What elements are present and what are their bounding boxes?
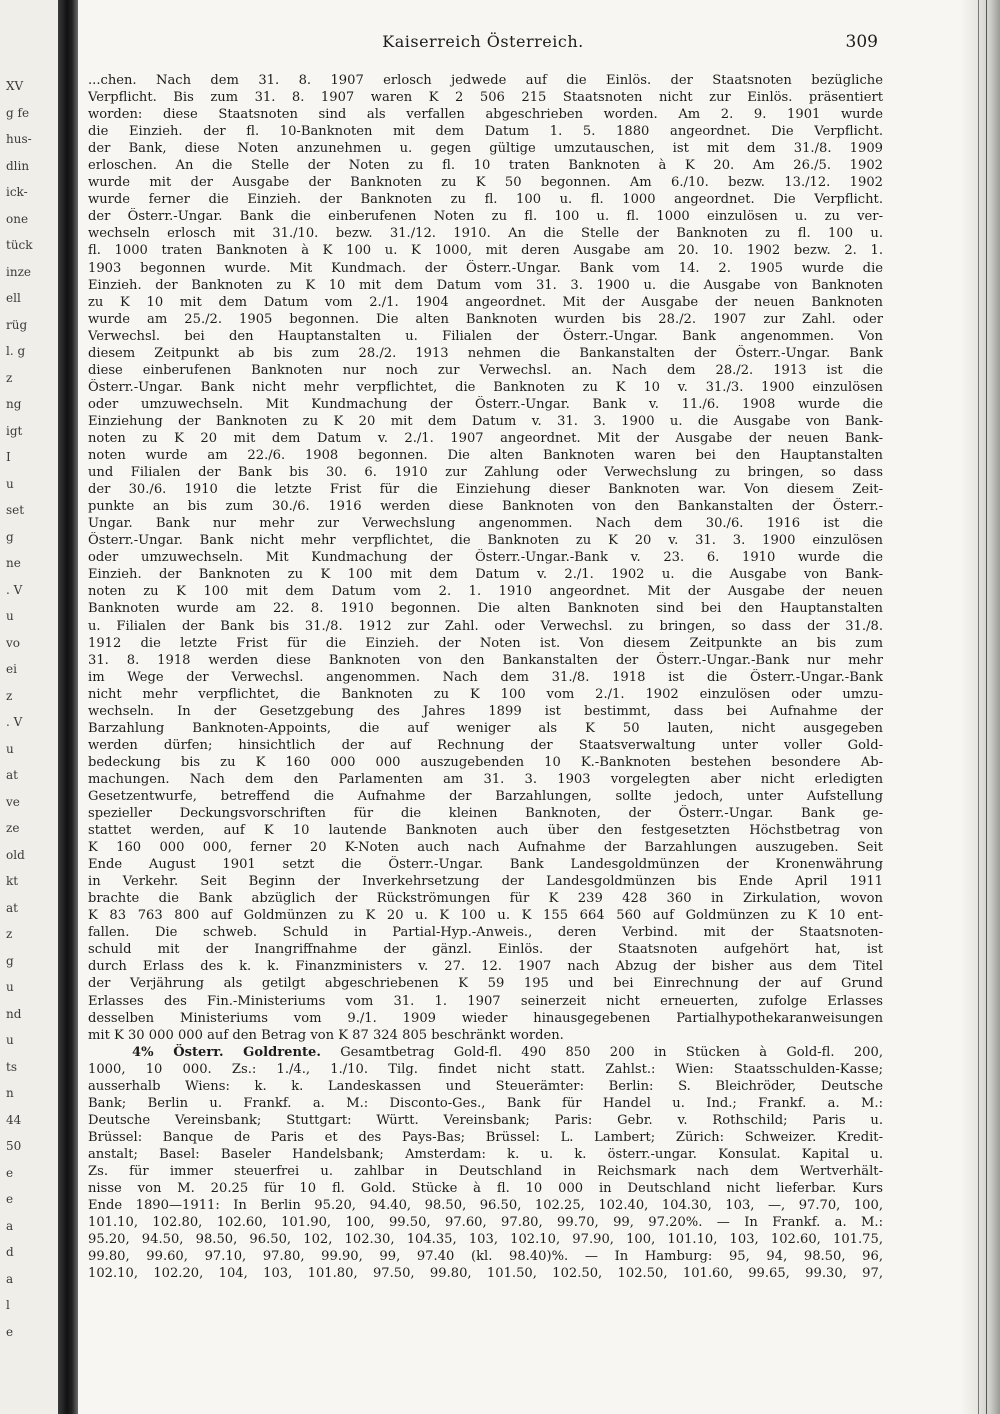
left-page-fragment: z: [6, 370, 13, 385]
text-line: machungen. Nach dem den Parlamenten am 31. 3. 1903 vorgelegten aber nicht erledigten: [88, 771, 883, 787]
text-line: Einzieh. der Banknoten zu K 100 mit dem Datum v. 2./1. 1902 u. die Ausgabe von Bank-: [88, 567, 883, 583]
left-page-fragment: e: [6, 1165, 14, 1180]
text-line: oder umzuwechseln. Mit Kundmachung der Österr.-Ungar. Bank v. 11./6. 1908 wurde die: [88, 396, 883, 412]
text-line: desselben Ministeriums vom 9./1. 1909 wieder hinausgegebenen Partialhypothekaranweisungen: [88, 1010, 883, 1026]
text-line: fallen. Die schweb. Schuld in Partial-Hyp.-Anweis., deren Verbind. mit der Staatsnoten-: [88, 925, 883, 941]
left-page-fragment: inze: [6, 264, 31, 279]
text-line: K 160 000 000, ferner 20 K-Noten auch nach Aufnahme der Barzahlungen auszugeben. Seit: [88, 840, 883, 856]
left-page-fragment: tück: [6, 238, 33, 252]
left-page-fragment: set: [6, 503, 25, 517]
text-line: noten zu K 20 mit dem Datum v. 2./1. 1907 angeordnet. Mit der Ausgabe der neuen Bank-: [88, 430, 883, 446]
left-page-fragment: dlin: [6, 158, 30, 173]
text-line: nisse von M. 20.25 für 10 fl. Gold. Stücke à fl. 10 000 in Deutschland nicht lieferbar. Kurs: [88, 1181, 883, 1197]
text-line: zu K 10 mit dem Datum vom 2./1. 1904 angeordnet. Mit der Ausgabe der neuen Banknoten: [88, 294, 883, 310]
left-page-fragment: . V: [6, 715, 23, 729]
left-page-fragment: a: [6, 1271, 14, 1286]
goldrente-first-line: [88, 1044, 883, 1061]
text-line: worden: diese Staatsnoten sind als verfallen abgeschrieben worden. Am 2. 9. 1901 wurde: [88, 107, 883, 123]
left-page-fragment: nd: [6, 1006, 22, 1021]
text-line: Deutsche Vereinsbank; Stuttgart: Württ. Vereinsbank; Paris: Gebr. v. Rothschild; Paris u.: [88, 1112, 883, 1128]
text-line: Ungar. Bank nur mehr zur Verwechslung angenommen. Nach dem 30./6. 1916 ist die: [88, 516, 883, 532]
text-line: schuld mit der Inangriffnahme der gänzl. Einlös. der Staatsnoten aufgehört hat, ist: [88, 942, 883, 958]
left-page-fragment: XV: [6, 79, 24, 93]
text-line: wechseln. In der Gesetzgebung des Jahres 1899 ist bestimmt, dass bei Aufnahme der: [88, 703, 883, 719]
left-page-fragment: ei: [6, 662, 17, 676]
text-line: Ende August 1901 setzt die Österr.-Ungar. Bank Landesgoldmünzen der Kronenwährung: [88, 857, 883, 873]
left-page-fragment: u: [6, 609, 14, 623]
text-line: fl. 1000 traten Banknoten à K 100 u. K 1000, mit deren Ausgabe am 20. 10. 1902 bezw. 2. 1.: [88, 243, 883, 259]
text-line: und Filialen der Bank bis 30. 6. 1910 zur Zahlung oder Verwechslung zu bringen, so dass: [88, 465, 883, 481]
left-page-fragment: z: [6, 688, 13, 703]
text-line: Ende 1890—1911: In Berlin 95.20, 94.40, 98.50, 96.50, 102.25, 102.40, 104.30, 103, —, 97.70, 100,: [88, 1198, 883, 1214]
left-page-fragment: z: [6, 927, 13, 941]
left-page-fragment: d: [6, 1245, 14, 1259]
text-line: Einzieh. der Banknoten zu K 10 mit dem Datum vom 31. 3. 1900 u. die Ausgabe von Banknoten: [88, 277, 883, 293]
page-header: [88, 32, 878, 56]
text-line: bedeckung bis zu K 160 000 000 auszugebenden 10 K.-Banknoten bestehen besondere Ab-: [88, 754, 883, 770]
text-line: diese einberufenen Banknoten nur noch zur Verwechsl. an. Nach dem 28./2. 1913 ist die: [88, 362, 883, 378]
text-line: ausserhalb Wiens: k. k. Landeskassen und Steuerämter: Berlin: S. Bleichröder, Deutsche: [88, 1078, 883, 1094]
left-page-fragment: l. g: [6, 344, 26, 358]
text-line: Einziehung der Banknoten zu K 20 mit dem Datum v. 31. 3. 1900 u. die Ausgabe von Bank-: [88, 413, 883, 429]
text-line: die Einzieh. der fl. 10-Banknoten mit dem Datum 1. 5. 1880 angeordnet. Die Verpflicht.: [88, 124, 883, 140]
text-line: werden dürfen; hinsichtlich der auf Rechnung der Staatsverwaltung unter voller Gold-: [88, 737, 883, 753]
text-line: noten wurde am 22./6. 1908 begonnen. Die alten Banknoten waren bei den Hauptanstalten: [88, 448, 883, 464]
text-line: wurde ferner die Einzieh. der Banknoten zu fl. 100 u. fl. 1000 angeordnet. Die Verpflicht.: [88, 192, 883, 208]
left-page-fragment: 50: [6, 1139, 22, 1153]
left-page-fragment: ve: [6, 794, 20, 809]
left-page-fragment: u: [6, 980, 14, 994]
text-line: Erlasses des Fin.-Ministeriums vom 31. 1. 1907 seinerzeit nicht erneuerten, zufolge Erlasses: [88, 993, 883, 1009]
text-line: anstalt; Basel: Baseler Handelsbank; Amsterdam: k. u. k. österr.-ungar. Konsulat. Kapital u.: [88, 1146, 883, 1162]
text-line: der Bank, diese Noten anzunehmen u. gegen gültige umzutauschen, ist mit dem 31./8. 1909: [88, 141, 883, 157]
text-line: diesem Zeitpunkt ab bis zum 28./2. 1913 nehmen die Bankanstalten der Österr.-Ungar. Bank: [88, 345, 883, 361]
text-line: Zs. für immer steuerfrei u. zahlbar in Deutschland in Reichsmark nach dem Wertverhält-: [88, 1164, 883, 1179]
left-page-fragment: hus-: [6, 132, 32, 146]
left-page-fragment: a: [6, 1218, 14, 1233]
text-line: 1000, 10 000. Zs.: 1./4., 1./10. Tilg. findet nicht statt. Zahlst.: Wien: Staatsschulden-Kasse;: [88, 1061, 883, 1077]
text-line: der Verjährung als getilgt abgeschriebenen K 59 195 und bei Einrechnung der auf Grund: [88, 976, 883, 992]
text-line: 102.10, 102.20, 104, 103, 101.80, 97.50, 99.80, 101.50, 102.50, 102.50, 101.60, 99.65, 99.30, 97,: [88, 1266, 883, 1282]
left-page-fragment: 44: [6, 1112, 22, 1127]
left-page-fragment: at: [6, 768, 18, 782]
book-gutter: [58, 0, 78, 1414]
left-page-fragment: u: [6, 476, 14, 491]
text-line: spezieller Deckungsvorschriften für die kleinen Banknoten, der Österr.-Ungar. Bank ge-: [88, 806, 883, 822]
text-line: 1903 begonnen wurde. Mit Kundmach. der Österr.-Ungar. Bank vom 14. 2. 1905 wurde die: [88, 260, 883, 276]
text-line: Banknoten wurde am 22. 8. 1910 begonnen. Die alten Banknoten sind bei den Hauptanstalten: [88, 601, 883, 617]
left-page-fragment: igt: [6, 423, 23, 438]
left-page-fragment: g: [6, 529, 14, 544]
left-page-fragment: ick-: [6, 185, 28, 199]
left-page-fragment: g fe: [6, 105, 30, 120]
page-number: 309: [845, 32, 878, 52]
left-page-fragment: I: [6, 450, 11, 464]
text-line: ...chen. Nach dem 31. 8. 1907 erlosch jedwede auf die Einlös. der Staatsnoten bezügliche: [88, 73, 883, 88]
text-line: 95.20, 94.50, 98.50, 96.50, 102, 102.30, 104.35, 103, 102.10, 97.90, 100, 101.10, 103, 102.60, 101.75,: [88, 1232, 883, 1248]
left-page-fragment: u: [6, 1033, 14, 1047]
left-page-fragment: u: [6, 741, 14, 756]
text-line: erloschen. An die Stelle der Noten zu fl. 10 traten Banknoten à K 20. Am 26./5. 1902: [88, 158, 883, 174]
left-page-fragment: one: [6, 211, 29, 226]
text-line: im Wege der Verwechsl. angenommen. Nach dem 31./8. 1918 ist die Österr.-Ungar.-Bank: [88, 669, 883, 685]
text-line: Bank; Berlin u. Frankf. a. M.: Disconto-Ges., Bank für Handel u. Ind.; Frankf. a. M.:: [88, 1095, 883, 1111]
text-line: nicht mehr verpflichtet, die Banknoten zu K 100 vom 2./1. 1902 einzulösen oder umzu-: [88, 686, 883, 702]
left-page-fragment: ts: [6, 1059, 17, 1074]
text-line: Barzahlung Banknoten-Appoints, die auf weniger als K 50 lauten, nicht ausgegeben: [88, 720, 883, 736]
right-page-edge: [960, 0, 1000, 1414]
left-page-fragment: kt: [6, 874, 19, 888]
text-line: wurde am 25./2. 1905 begonnen. Die alten Banknoten wurden bis 28./2. 1907 zur Zahl. oder: [88, 311, 883, 327]
left-page-fragment: e: [6, 1324, 14, 1339]
left-page-fragment: n: [6, 1086, 14, 1100]
text-line: der 30./6. 1910 die letzte Frist für die Einziehung dieser Banknoten war. Von diesem Zeit-: [88, 482, 883, 498]
left-page-fragment: old: [6, 847, 25, 862]
text-line: Verwechsl. bei den Hauptanstalten u. Filialen der Österr.-Ungar. Bank angenommen. Von: [88, 328, 883, 344]
left-page-edge: [0, 0, 58, 1414]
left-page-fragment: . V: [6, 582, 23, 597]
text-line: wechseln erlosch mit 31./10. bezw. 31./12. 1910. An die Stelle der Banknoten zu fl. 100 u.: [88, 226, 883, 242]
text-line: wurde mit der Ausgabe der Banknoten zu K 50 begonnen. Am 6./10. bezw. 13./12. 1902: [88, 175, 883, 191]
text-line: stattet werden, auf K 10 lautende Banknoten auch über den festgesetzten Höchstbetrag von: [88, 823, 883, 839]
text-line: oder umzuwechseln. Mit Kundmachung der Österr.-Ungar.-Bank v. 23. 6. 1910 wurde die: [88, 550, 883, 566]
text-line: mit K 30 000 000 auf den Betrag von K 87 324 805 beschränkt worden.: [88, 1027, 564, 1043]
text-line: u. Filialen der Bank bis 31./8. 1912 zur Zahl. oder Verwechsl. zu bringen, so dass der 31./8.: [88, 618, 883, 634]
left-page-fragment: ne: [6, 556, 21, 570]
left-page-fragment: vo: [6, 635, 21, 650]
left-page-fragment: ze: [6, 821, 20, 835]
left-page-fragment: l: [6, 1298, 10, 1312]
text-line: in Verkehr. Seit Beginn der Inverkehrsetzung der Landesgoldmünzen bis Ende April 1911: [88, 874, 883, 890]
left-page-fragment: rüg: [6, 317, 28, 332]
left-page-fragment: e: [6, 1192, 14, 1206]
page-body: [88, 72, 883, 1282]
text-line: durch Erlass des k. k. Finanzministers v. 27. 12. 1907 nach Abzug der bisher aus dem Titel: [88, 959, 883, 975]
text-line: 31. 8. 1918 werden diese Banknoten von den Bankanstalten der Österr.-Ungar.-Bank nur mehr: [88, 652, 883, 668]
text-line: K 83 763 800 auf Goldmünzen zu K 20 u. K 100 u. K 155 664 560 auf Goldmünzen zu K 10 ent-: [88, 908, 883, 924]
text-line: 1912 die letzte Frist für die Einzieh. der Noten ist. Von diesem Zeitpunkte an bis zum: [88, 635, 883, 651]
text-line: 101.10, 102.80, 102.60, 101.90, 100, 99.50, 97.60, 97.80, 99.70, 99, 97.20%. — In Frankf. a. M.:: [88, 1215, 883, 1231]
text-line: brachte die Bank abzüglich der Rückströmungen für K 239 428 360 in Zirkulation, wovon: [88, 891, 883, 907]
left-page-fragment: at: [6, 900, 18, 915]
left-page-fragment: ng: [6, 397, 22, 411]
text-line: der Österr.-Ungar. Bank die einberufenen Noten zu fl. 100 u. fl. 1000 einzulösen u. zu ver-: [88, 209, 883, 225]
goldrente-heading: 4% Österr. Goldrente.: [132, 1044, 321, 1060]
text-line: 99.80, 99.60, 97.10, 97.80, 99.90, 99, 97.40 (kl. 98.40)%. — In Hamburg: 95, 94, 98.50, 96,: [88, 1249, 883, 1265]
text-line: Verpflicht. Bis zum 31. 8. 1907 waren K 2 506 215 Staatsnoten nicht zur Einlös. präsentiert: [88, 90, 883, 106]
text-line: Österr.-Ungar. Bank nicht mehr verpflichtet, die Banknoten zu K 10 v. 31./3. 1900 einzulösen: [88, 379, 883, 395]
text-line: Gesetzentwurfe, betreffend die Aufnahme der Barzahlungen, sollte jedoch, unter Aufstellung: [88, 788, 883, 804]
text-line: Österr.-Ungar. Bank nicht mehr verpflichtet, die Banknoten zu K 20 v. 31. 3. 1900 einzulösen: [88, 533, 883, 549]
left-page-fragment: g: [6, 953, 14, 968]
running-title: Kaiserreich Österreich.: [382, 32, 584, 51]
text-line: noten zu K 100 mit dem Datum vom 2. 1. 1910 angeordnet. Mit der Ausgabe der neuen: [88, 584, 883, 600]
text-line: Brüssel: Banque de Paris et des Pays-Bas; Brüssel: L. Lambert; Zürich: Schweizer. Kredit-: [88, 1129, 883, 1145]
goldrente-text: Gesamtbetrag Gold-fl. 490 850 200 in Stücken à Gold-fl. 200,: [340, 1044, 883, 1060]
text-line: punkte an bis zum 30./6. 1916 werden diese Banknoten von den Bankanstalten der Österr.-: [88, 499, 883, 515]
left-page-fragment: ell: [6, 291, 21, 305]
